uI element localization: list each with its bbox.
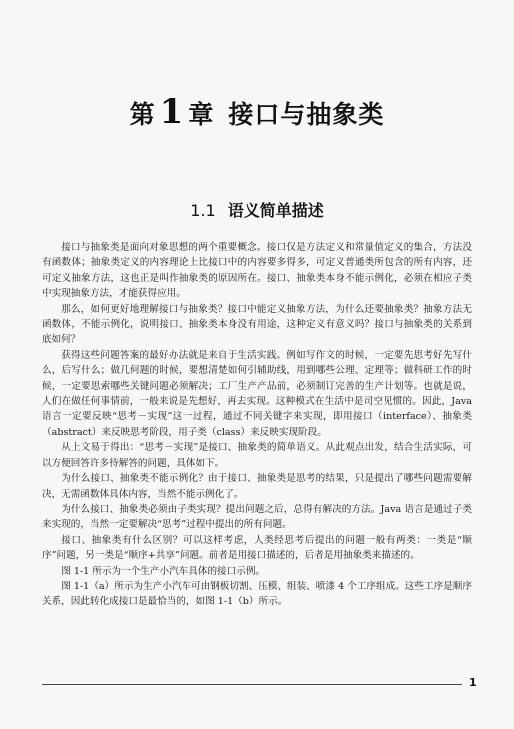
chapter-name: 接口与抽象类: [228, 100, 385, 129]
paragraph: 接口与抽象类是面向对象思想的两个重要概念。接口仅是方法定义和常量值定义的集合，方法没有函数体；抽象类定义的内容理论上比接口中的内容要多得多，可定义普通类所包含的所有内容，还可定义抽象方法，这也正是叫作抽象类的原因所在。接口、抽象类本身不能示例化，必须在相应子类中实现抽象方法，才能获得应用。: [42, 242, 472, 300]
chapter-prefix: 第: [129, 100, 156, 129]
paragraph: 为什么接口、抽象类不能示例化？由于接口、抽象类是思考的结果，只是提出了哪些问题需要解决，无需函数体具体内容，当然不能示例化了。: [42, 473, 472, 500]
paragraph: 图 1-1（a）所示为生产小汽车可由钢板切割、压模、组装、喷漆 4 个工序组成。这些工序是顺序关系，因此转化成接口是最恰当的，如图 1-1（b）所示。: [42, 580, 472, 608]
paragraph: 获得这些问题答案的最好办法就是来自于生活实践。例如写作文的时候，一定要先思考好先写什么，后写什么；做几何题的时候，要想清楚如何引辅助线，用到哪些公理、定理等；做科研工作的时候，一定要思索哪些关键问题必须解决；工厂生产产品前，必须制订完善的生产计划等。也就是说，人们在做任何事情前，一般来说是先想好，再去实现。这种模式在生活中是司空见惯的。因此，Java 语言一定要反映“思考－实现”这一过程，通过不同关键字来实现，即用接口（interface）、抽象类（abstract）来反映思考阶段，用子类（class）来反映实现阶段。: [42, 349, 472, 438]
paragraph: 为什么接口、抽象类必须由子类实现？提出问题之后，总得有解决的方法。Java 语言是通过子类来实现的，当然一定要解决“思考”过程中提出的所有问题。: [42, 503, 472, 531]
paragraph: 图 1-1 所示为一个生产小汽车具体的接口示例。: [61, 565, 266, 577]
section-number: 1.1: [190, 201, 216, 220]
paragraph: 接口、抽象类有什么区别？可以这样考虑，人类经思考后提出的问题一般有两类：一类是“顺序”问题，另一类是“顺序+共享”问题。前者是用接口描述的，后者是用抽象类来描述的。: [42, 534, 472, 562]
body-text: [42, 240, 472, 610]
chapter-number: 1: [159, 92, 185, 132]
section-title: [0, 198, 514, 221]
chapter-suffix: 章: [188, 100, 215, 129]
paragraph: 那么，如何更好地理解接口与抽象类？接口中能定义抽象方法，为什么还要抽象类？抽象方法无函数体，不能示例化，说明接口、抽象类本身没有用途，这种定义有意义吗？接口与抽象类的关系到底如何？: [42, 303, 472, 346]
footer-rule: [42, 684, 462, 685]
paragraph: 从上文易于得出：“思考－实现”是接口、抽象类的简单语义。从此观点出发，结合生活实际，可以方便回答许多待解答的问题，具体如下。: [42, 442, 472, 469]
section-name: 语义简单描述: [227, 201, 324, 220]
chapter-title: [0, 92, 514, 132]
page-number: 1: [469, 676, 477, 689]
